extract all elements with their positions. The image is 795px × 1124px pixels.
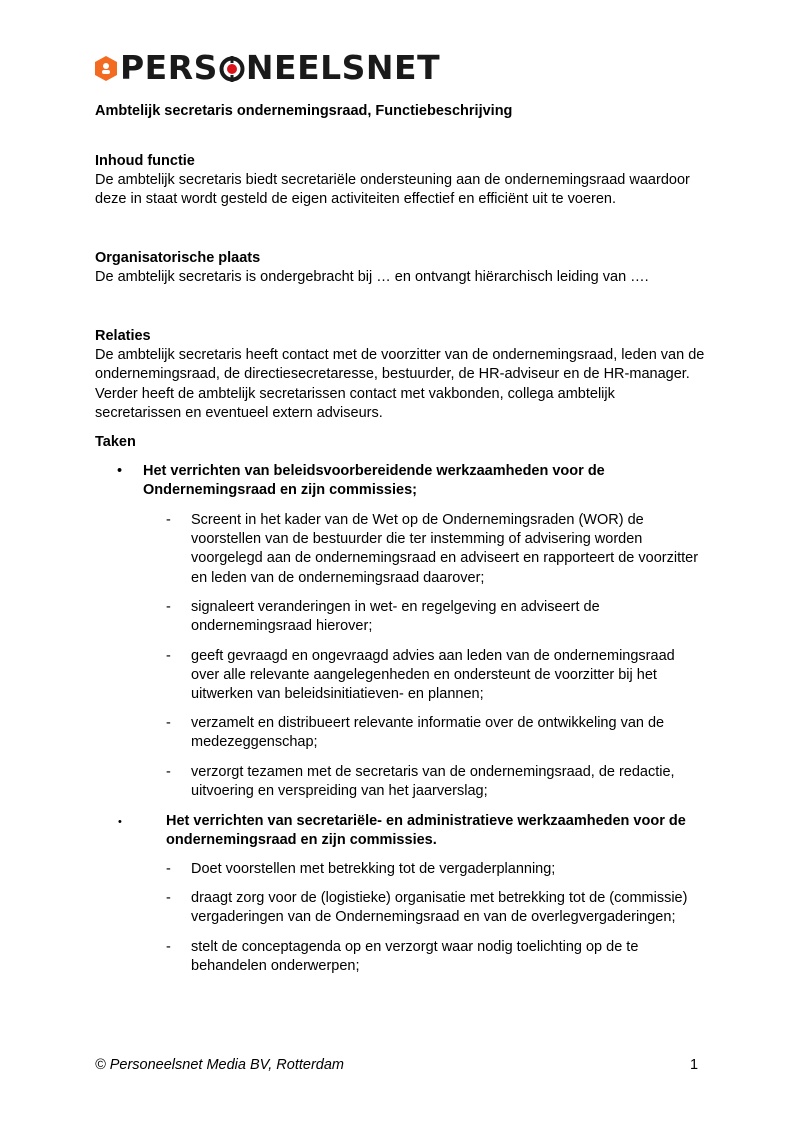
bullet-marker: • — [118, 816, 122, 828]
bullet-marker: • — [117, 463, 123, 479]
dash-marker: - — [166, 939, 171, 955]
section-text: De ambtelijk secretaris biedt secretariële ondersteuning aan de ondernemingsraad waardoor deze in staat wordt gesteld de eigen activiteiten effectief en efficiënt uit te voeren. — [95, 172, 690, 208]
list-item-text: geeft gevraagd en ongevraagd advies aan leden van de ondernemingsraad over alle relevante aangelegenheden en ondersteunt de voorzitter bij het uitwerken van beleidsinitiatieven- en plannen; — [191, 648, 675, 703]
page-number: 1 — [690, 1057, 699, 1073]
list-item-text: verzorgt tezamen met de secretaris van de ondernemingsraad, de redactie, uitvoering en verspreiding van het jaarverslag; — [191, 764, 675, 800]
list-item-text: stelt de conceptagenda op en verzorgt waar nodig toelichting op de te behandelen onderwerpen; — [191, 939, 639, 975]
section-heading: Inhoud functie — [95, 153, 195, 169]
footer-copyright: © Personeelsnet Media BV, Rotterdam — [95, 1057, 344, 1073]
document-title: Ambtelijk secretaris ondernemingsraad, Functiebeschrijving — [95, 103, 513, 119]
section-text: De ambtelijk secretaris is ondergebracht bij … en ontvangt hiërarchisch leiding van …. — [95, 269, 649, 286]
section-text: De ambtelijk secretaris heeft contact met de voorzitter van de ondernemingsraad, leden van de ondernemingsraad, de directiesecretaresse, bestuurder, de HR-adviseur en de HR-manager. Verder heeft de ambtelijk secretarissen contact met vakbonden, collega ambtelijk secretarissen en eventueel extern adviseurs. — [95, 347, 705, 421]
section-heading: Organisatorische plaats — [95, 250, 261, 266]
dash-marker: - — [166, 764, 171, 780]
bullet-heading: Het verrichten van beleidsvoorbereidende werkzaamheden voor de Ondernemingsraad en zijn commissies; — [143, 463, 605, 499]
dash-marker: - — [166, 599, 171, 615]
dash-marker: - — [166, 715, 171, 731]
dash-marker: - — [166, 890, 171, 906]
logo-text-end: NEELSNET — [245, 48, 441, 87]
logo-wordmark — [120, 48, 441, 87]
dash-marker: - — [166, 648, 171, 664]
section-relaties — [95, 327, 705, 423]
list-item-text: signaleert veranderingen in wet- en regelgeving en adviseert de ondernemingsraad hierover; — [191, 599, 600, 635]
dash-marker: - — [166, 861, 171, 877]
personeelsnet-logo — [95, 48, 441, 87]
section-taken — [95, 433, 705, 452]
section-organisatorische-plaats — [95, 249, 705, 287]
section-inhoud-functie — [95, 152, 705, 210]
list-item-text: draagt zorg voor de (logistieke) organisatie met betrekking tot de (commissie) vergaderingen van de Ondernemingsraad en van de overlegvergaderingen; — [191, 890, 688, 926]
list-item-text: verzamelt en distribueert relevante informatie over de ontwikkeling van de medezeggenschap; — [191, 715, 665, 751]
section-heading: Relaties — [95, 328, 151, 344]
hexagon-logo-icon — [95, 56, 117, 81]
bullet-heading: Het verrichten van secretariële- en administratieve werkzaamheden voor de ondernemingsraad en zijn commissies. — [166, 813, 686, 849]
target-o-icon — [219, 55, 245, 81]
section-heading: Taken — [95, 434, 136, 450]
list-item-text: Screent in het kader van de Wet op de Ondernemingsraden (WOR) de voorstellen van de bestuurder die ter instemming of advisering worden voorgelegd aan de ondernemingsraad en adviseert en rapporteert de voorzitter en leden van de ondernemingsraad daarover; — [191, 512, 699, 586]
logo-text-start: PERS — [120, 48, 218, 87]
dash-marker: - — [166, 512, 171, 528]
list-item-text: Doet voorstellen met betrekking tot de vergaderplanning; — [191, 861, 556, 877]
